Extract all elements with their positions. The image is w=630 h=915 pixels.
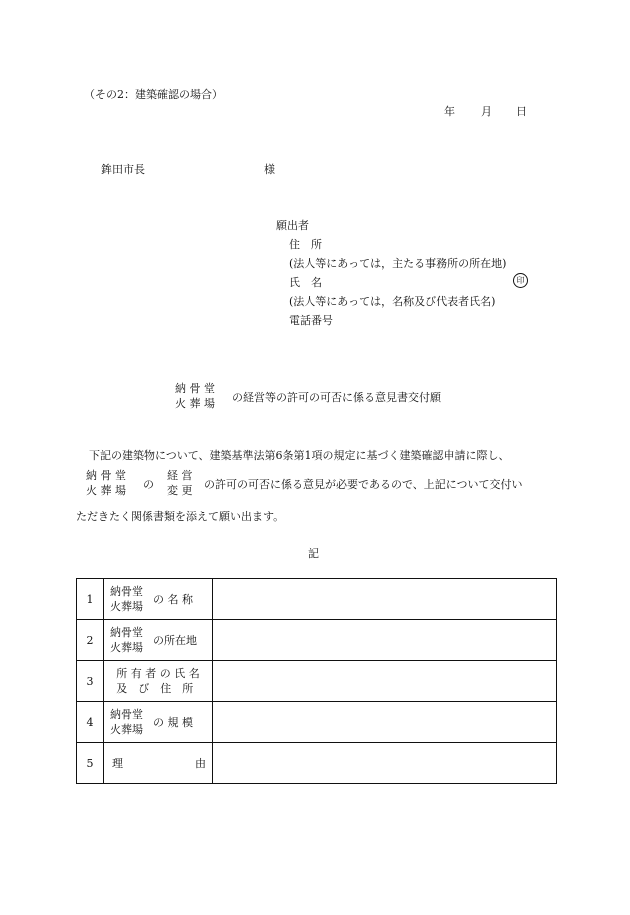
table-row: [77, 620, 557, 661]
table-row: [77, 661, 557, 702]
owner-value-field[interactable]: [213, 661, 557, 702]
row-number: 1: [77, 579, 104, 620]
reason-value-field[interactable]: [213, 743, 557, 784]
row-label-reason-left: 理: [112, 757, 123, 770]
addressee-honorific: 様: [264, 163, 275, 176]
applicant-address-note: (法人等にあっては，主たる事務所の所在地): [289, 257, 507, 270]
row-label-crematorium: 火葬場: [110, 641, 143, 654]
applicant-title: 願出者: [276, 219, 309, 232]
body-option-operate: 経 営: [167, 469, 193, 482]
title-option-ossuary: 納 骨 堂: [175, 382, 215, 395]
row-label-owner-name: 所 有 者 の 氏 名: [116, 667, 200, 680]
row-label-ossuary: 納骨堂: [110, 585, 143, 598]
applicant-name-label: 氏 名: [289, 276, 322, 289]
addressee-name: 鉾田市長: [101, 163, 145, 176]
row-label-suffix: の 規 模: [153, 716, 193, 729]
row-label-cell: [104, 743, 213, 784]
name-value-field[interactable]: [213, 579, 557, 620]
document-title: の経営等の許可の可否に係る意見書交付願: [232, 391, 441, 404]
row-label-ossuary: 納骨堂: [110, 626, 143, 639]
location-value-field[interactable]: [213, 620, 557, 661]
date-day-label: 日: [516, 105, 527, 118]
applicant-address-label: 住 所: [289, 238, 322, 251]
row-label-cell: [104, 661, 213, 702]
seal-mark: [513, 273, 528, 288]
row-label-crematorium: 火葬場: [110, 723, 143, 736]
applicant-phone-label: 電話番号: [289, 314, 333, 327]
row-label-suffix: の所在地: [153, 634, 197, 647]
scale-value-field[interactable]: [213, 702, 557, 743]
table-row: [77, 743, 557, 784]
date-year-label: 年: [444, 105, 455, 118]
row-label-crematorium: 火葬場: [110, 600, 143, 613]
title-facility-options: [175, 381, 215, 411]
row-number: 3: [77, 661, 104, 702]
body-option-change: 変 更: [167, 484, 193, 497]
body-option-ossuary: 納 骨 堂: [86, 469, 126, 482]
row-label-cell: [104, 620, 213, 661]
body-action-options: [167, 468, 193, 498]
body-line-3: ただきたく関係書類を添えて願い出ます。: [76, 510, 285, 523]
row-label-cell: [104, 579, 213, 620]
title-option-crematorium: 火 葬 場: [175, 397, 215, 410]
table-row: [77, 579, 557, 620]
row-number: 2: [77, 620, 104, 661]
body-particle: の: [143, 478, 154, 491]
row-label-ossuary: 納骨堂: [110, 708, 143, 721]
body-option-crematorium: 火 葬 場: [86, 484, 126, 497]
row-number: 5: [77, 743, 104, 784]
ki-heading: 記: [308, 547, 319, 560]
date-month-label: 月: [481, 105, 492, 118]
table-row: [77, 702, 557, 743]
row-label-cell: [104, 702, 213, 743]
applicant-name-note: (法人等にあっては，名称及び代表者氏名): [289, 295, 496, 308]
form-type-label: （その2：建築確認の場合）: [84, 88, 223, 101]
row-number: 4: [77, 702, 104, 743]
body-line-1: 下記の建築物について、建築基準法第6条第1項の規定に基づく建築確認申請に際し、: [89, 449, 510, 462]
seal-icon: 印: [513, 273, 528, 288]
body-facility-options: [86, 468, 126, 498]
row-label-suffix: の 名 称: [153, 593, 193, 606]
row-label-owner-address: 及 び 住 所: [116, 682, 194, 695]
body-line-2: の許可の可否に係る意見が必要であるので、上記について交付い: [204, 478, 523, 491]
application-table: [76, 578, 557, 784]
row-label-reason-right: 由: [195, 757, 206, 770]
